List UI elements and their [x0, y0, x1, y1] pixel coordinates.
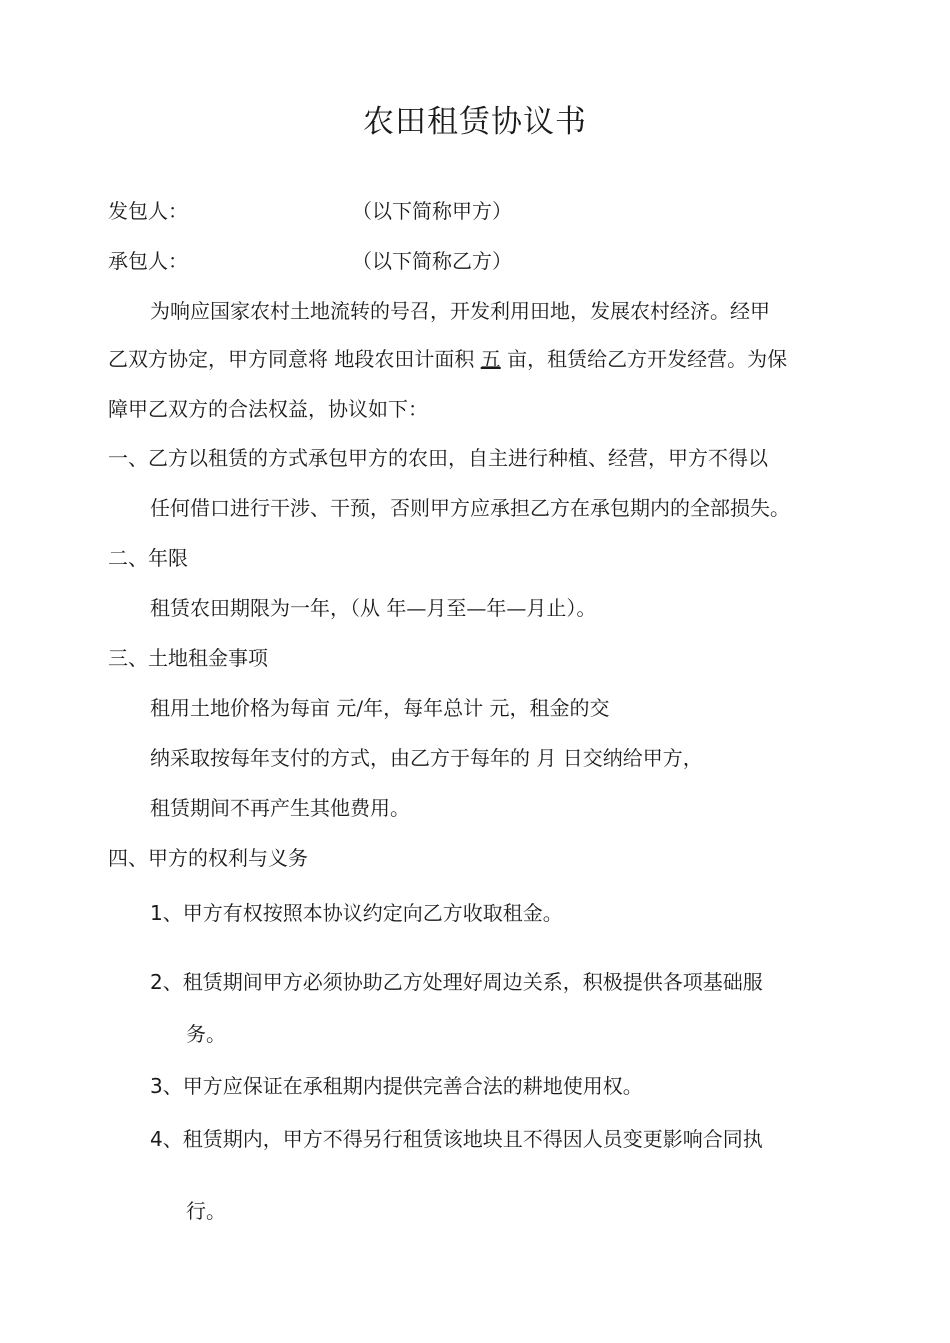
lessee-label: 承包人： [108, 249, 188, 273]
list-item [150, 1126, 763, 1152]
section-2-text: 租赁农田期限为一年，（从 年—月至—年—月止）。 [150, 596, 597, 620]
intro-line-2-a: 乙双方协定，甲方同意将 地段农田计面积 [108, 347, 481, 371]
lessor-label: 发包人： [108, 199, 188, 223]
section-1-line-1: 一、乙方以租赁的方式承包甲方的农田，自主进行种植、经营，甲方不得以 [108, 446, 768, 470]
intro-line-2-b: 亩，租赁给乙方开发经营。为保 [500, 347, 788, 371]
document-title: 农田租赁协议书 [363, 104, 587, 140]
item-text: 甲方有权按照本协议约定向乙方收取租金。 [182, 901, 563, 925]
intro-line-1: 为响应国家农村土地流转的号召，开发利用田地，发展农村经济。经甲 [150, 299, 770, 323]
item-number: 3、 [150, 1074, 183, 1098]
intro-line-2 [108, 346, 787, 372]
list-item [150, 969, 763, 995]
item-text-continuation: 行。 [186, 1199, 226, 1223]
item-number: 4、 [150, 1127, 183, 1151]
intro-line-3: 障甲乙双方的合法权益，协议如下： [108, 397, 428, 421]
item-text-continuation: 务。 [186, 1022, 226, 1046]
lessee-note: （以下简称乙方） [352, 249, 512, 273]
section-3-heading: 三、土地租金事项 [108, 646, 268, 670]
item-number: 2、 [150, 970, 183, 994]
item-text: 租赁期内，甲方不得另行租赁该地块且不得因人员变更影响合同执 [182, 1127, 763, 1151]
section-1-line-2: 任何借口进行干涉、干预，否则甲方应承担乙方在承包期内的全部损失。 [150, 496, 790, 520]
item-number: 1、 [150, 901, 183, 925]
section-4-heading: 四、甲方的权利与义务 [108, 846, 308, 870]
section-3-line-1: 租用土地价格为每亩 元/年，每年总计 元，租金的交 [150, 696, 610, 720]
section-3-line-3: 租赁期间不再产生其他费用。 [150, 796, 410, 820]
lessor-note: （以下简称甲方） [352, 199, 512, 223]
list-item [150, 900, 563, 926]
item-text: 租赁期间甲方必须协助乙方处理好周边关系，积极提供各项基础服 [182, 970, 763, 994]
section-2-heading: 二、年限 [108, 546, 188, 570]
area-value: 五 [480, 347, 501, 371]
section-3-line-2: 纳采取按每年支付的方式，由乙方于每年的 月 日交纳给甲方， [150, 746, 703, 770]
list-item [150, 1073, 643, 1099]
item-text: 甲方应保证在承租期内提供完善合法的耕地使用权。 [182, 1074, 643, 1098]
